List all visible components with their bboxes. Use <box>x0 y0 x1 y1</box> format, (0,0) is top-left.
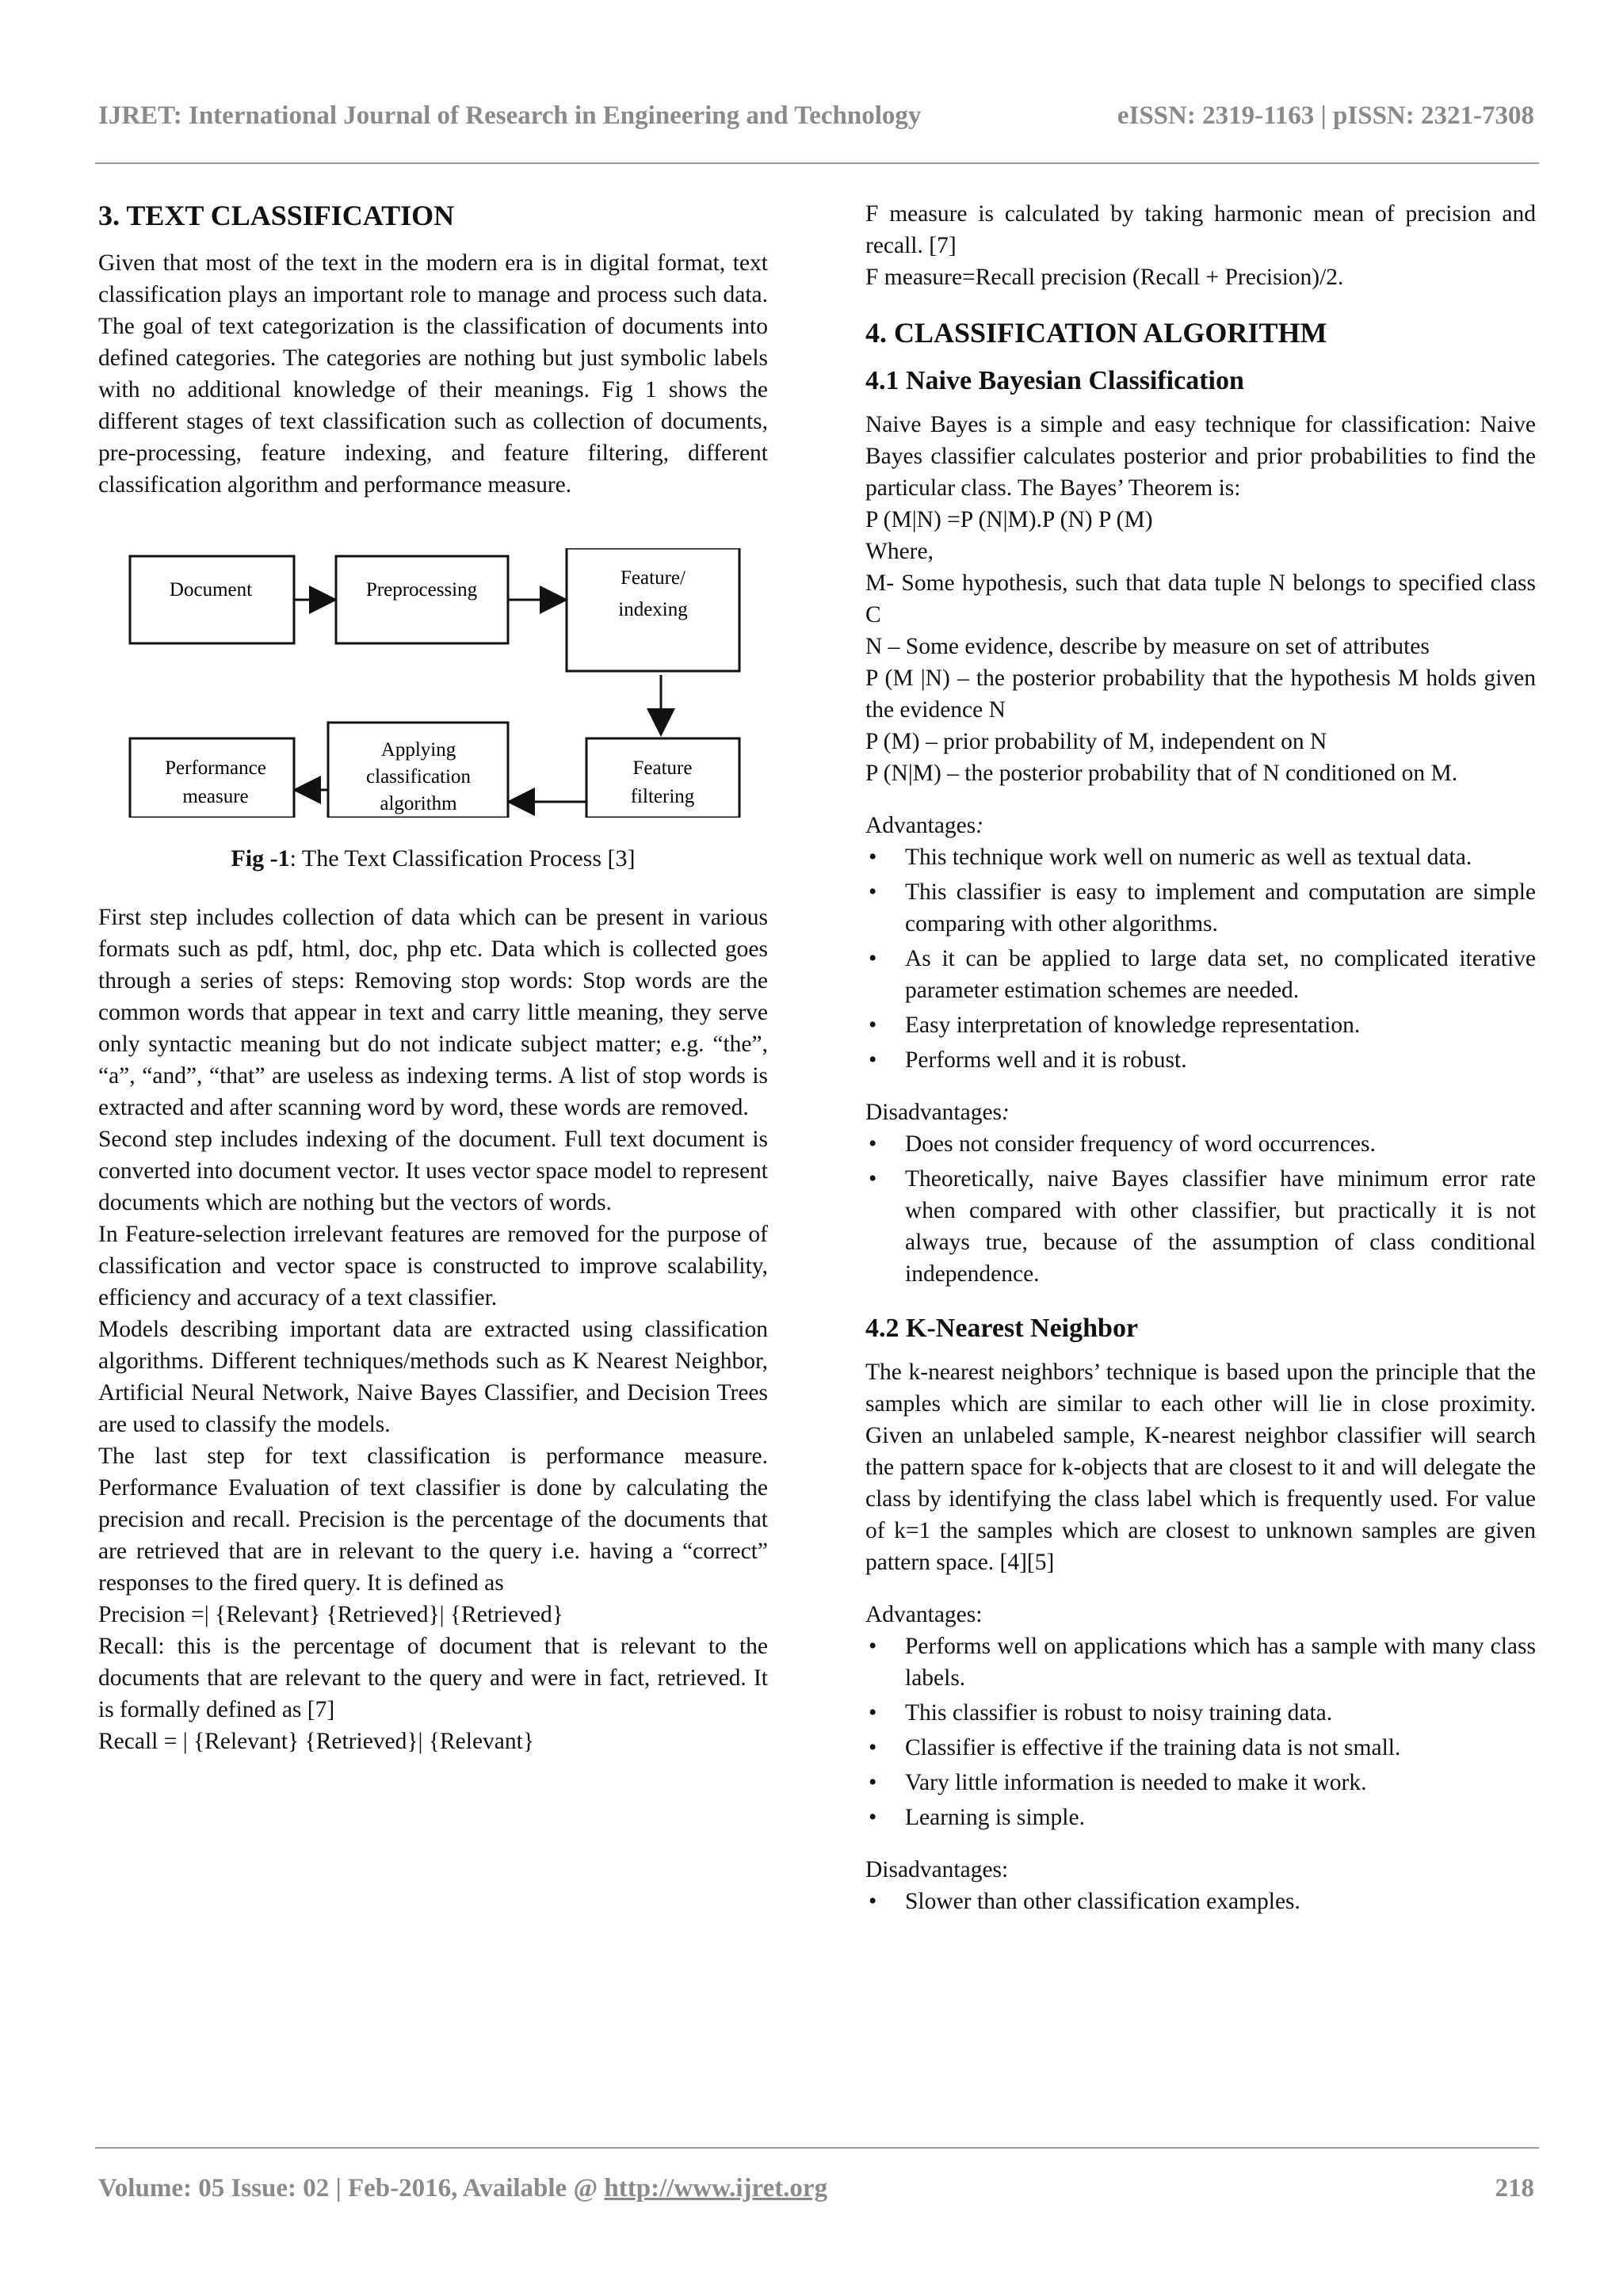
header-rule <box>95 162 1539 164</box>
paragraph-first-step: First step includes collection of data which can be present in various formats such as pdf, html, doc, php etc. Data which is collected goes through a series of steps: Removing stop words: Stop words are the common words that appear in text and carry little meaning, they serve only syntactic meaning but do not indicate subject matter; e.g. “the”, “a”, “and”, “that” are useless as indexing terms. A list of stop words is extracted and after scanning word by word, these words are removed. <box>98 905 768 1120</box>
fmeasure-formula: F measure=Recall precision (Recall + Precision)/2. <box>865 265 1344 290</box>
caption-label: Fig -1 <box>231 845 290 871</box>
paragraph-performance: The last step for text classification is performance measure. Performance Evaluation of text classifier is done by calculating the precision and recall. Precision is the percentage of the documents that are retrieved that are in relevant to the query i.e. having a “correct” responses to the fired query. It is defined as <box>98 1444 768 1596</box>
label-preprocessing: Preprocessing <box>365 579 478 601</box>
label-document: Document <box>169 579 253 601</box>
figure-1-diagram <box>98 548 768 818</box>
label-applying-3: algorithm <box>380 793 457 814</box>
precision-formula: Precision =| {Relevant} {Retrieved}| {Retrieved} <box>98 1602 563 1627</box>
nb-dis-label-text: Disadvantages <box>865 1100 1002 1125</box>
issn: eISSN: 2319-1163 | pISSN: 2321-7308 <box>1117 101 1534 130</box>
list-item: • Learning is simple. <box>865 1802 1536 1833</box>
list-item: • Vary little information is needed to make it work. <box>865 1767 1536 1798</box>
bayes-line: P (M |N) – the posterior probability that the hypothesis M holds given the evidence N <box>865 666 1536 723</box>
nb-adv-colon: : <box>976 813 984 838</box>
page-header <box>98 101 1534 130</box>
paragraph-models: Models describing important data are extracted using classification algorithms. Different techniques/methods such as K Nearest Neighbor, Artificial Neural Network, Naive Bayes Classifier, and Decision Trees are used to classify the models. <box>98 1317 768 1437</box>
bayes-line: M- Some hypothesis, such that data tuple N belongs to specified class C <box>865 570 1536 627</box>
bayes-line: Where, <box>865 539 934 564</box>
journal-title: IJRET: International Journal of Research in Engineering and Technology <box>98 101 922 130</box>
list-item: • Performs well on applications which has a sample with many class labels. <box>865 1630 1536 1694</box>
subsection-4-1-title: 4.1 Naive Bayesian Classification <box>865 366 1244 395</box>
subsection-4-2-title: 4.2 K-Nearest Neighbor <box>865 1314 1139 1343</box>
section-3-intro: Given that most of the text in the modern era is in digital format, text classification plays an important role to manage and process such data. The goal of text categorization is the classification of documents into defined categories. The categories are nothing but just symbolic labels with no additional knowledge of their meanings. Fig 1 shows the different stages of text classification such as collection of documents, pre-processing, feature indexing, and feature filtering, different classification algorithm and performance measure. <box>98 250 768 498</box>
bayes-line: P (N|M) – the posterior probability that of N conditioned on M. <box>865 761 1458 786</box>
bayes-line: P (M|N) =P (N|M).P (N) P (M) <box>865 507 1153 532</box>
list-item: • Classifier is effective if the training data is not small. <box>865 1732 1536 1764</box>
figure-1 <box>98 548 768 818</box>
paragraph-recall: Recall: this is the percentage of document that is relevant to the documents that are relevant to the query and were in fact, retrieved. It is formally defined as [7] <box>98 1634 768 1722</box>
list-item: • As it can be applied to large data set, no complicated iterative parameter estimation schemes are needed. <box>865 943 1536 1006</box>
list-item: • This classifier is easy to implement and computation are simple comparing with other algorithms. <box>865 876 1536 940</box>
label-filtering-2: filtering <box>630 786 695 807</box>
label-applying-1: Applying <box>380 739 456 761</box>
paragraph-second-step: Second step includes indexing of the document. Full text document is converted into document vector. It uses vector space model to represent documents which are nothing but the vectors of words. <box>98 1127 768 1215</box>
page-footer <box>98 2174 1534 2206</box>
paragraph-feature-selection: In Feature-selection irrelevant features are removed for the purpose of classification and vector space is constructed to improve scalability, efficiency and accuracy of a text classifier. <box>98 1222 768 1310</box>
nb-advantages-label <box>865 810 1536 841</box>
nb-adv-label-text: Advantages <box>865 813 976 838</box>
left-column <box>98 198 768 1757</box>
knn-disadvantages-label: Disadvantages: <box>865 1857 1009 1882</box>
fmeasure-text: F measure is calculated by taking harmonic mean of precision and recall. [7] <box>865 201 1536 258</box>
list-item: • Easy interpretation of knowledge representation. <box>865 1009 1536 1041</box>
list-item: • Slower than other classification examples. <box>865 1886 1536 1917</box>
right-column <box>865 198 1536 1920</box>
label-feature-indexing-1: Feature/ <box>621 567 685 589</box>
footer-link[interactable]: http://www.ijret.org <box>604 2174 828 2203</box>
nb-advantages-list <box>865 841 1536 1076</box>
list-item: • Theoretically, naive Bayes classifier have minimum error rate when compared with other classifier, but practically it is not always true, because of the assumption of class conditional independence. <box>865 1163 1536 1290</box>
list-item: • Performs well and it is robust. <box>865 1044 1536 1076</box>
label-filtering-1: Feature <box>632 757 693 779</box>
nb-disadvantages-list <box>865 1128 1536 1290</box>
footer-rule <box>95 2147 1539 2149</box>
list-item: • This classifier is robust to noisy training data. <box>865 1697 1536 1729</box>
page-number: 218 <box>1495 2174 1534 2203</box>
section-3-title: 3. TEXT CLASSIFICATION <box>98 200 455 231</box>
naive-bayes-intro: Naive Bayes is a simple and easy technique for classification: Naive Bayes classifier calculates posterior and prior probabilities to find the particular class. The Bayes’ Theorem is: <box>865 412 1536 501</box>
recall-formula: Recall = | {Relevant} {Retrieved}| {Relevant} <box>98 1729 534 1754</box>
caption-text: : The Text Classification Process [3] <box>289 845 636 871</box>
list-item: • This technique work well on numeric as well as textual data. <box>865 841 1536 873</box>
knn-advantages-list <box>865 1630 1536 1833</box>
knn-advantages-label: Advantages: <box>865 1602 983 1627</box>
bayes-lines <box>865 504 1536 789</box>
bayes-line: P (M) – prior probability of M, independent on N <box>865 729 1327 754</box>
nb-dis-colon: : <box>1002 1100 1010 1125</box>
footer-volume-text: Volume: 05 Issue: 02 | Feb-2016, Available @ <box>98 2174 605 2203</box>
section-4-title: 4. CLASSIFICATION ALGORITHM <box>865 317 1327 349</box>
knn-disadvantages-list <box>865 1886 1536 1917</box>
knn-intro: The k-nearest neighbors’ technique is based upon the principle that the samples which are similar to each other will lie in close proximity. Given an unlabeled sample, K-nearest neighbor classifier will search the pattern space for k-objects that are closest to it and will delegate the class by identifying the class label which is frequently used. For value of k=1 the samples which are closest to unknown samples are given pattern space. [4][5] <box>865 1360 1536 1575</box>
label-performance-1: Performance <box>165 757 266 779</box>
footer-volume <box>98 2174 827 2203</box>
list-item: • Does not consider frequency of word occurrences. <box>865 1128 1536 1160</box>
label-applying-2: classification <box>366 766 471 788</box>
label-performance-2: measure <box>182 786 249 807</box>
figure-1-caption <box>98 843 768 875</box>
label-feature-indexing-2: indexing <box>618 599 688 620</box>
bayes-line: N – Some evidence, describe by measure on set of attributes <box>865 634 1430 659</box>
nb-disadvantages-label <box>865 1097 1536 1128</box>
